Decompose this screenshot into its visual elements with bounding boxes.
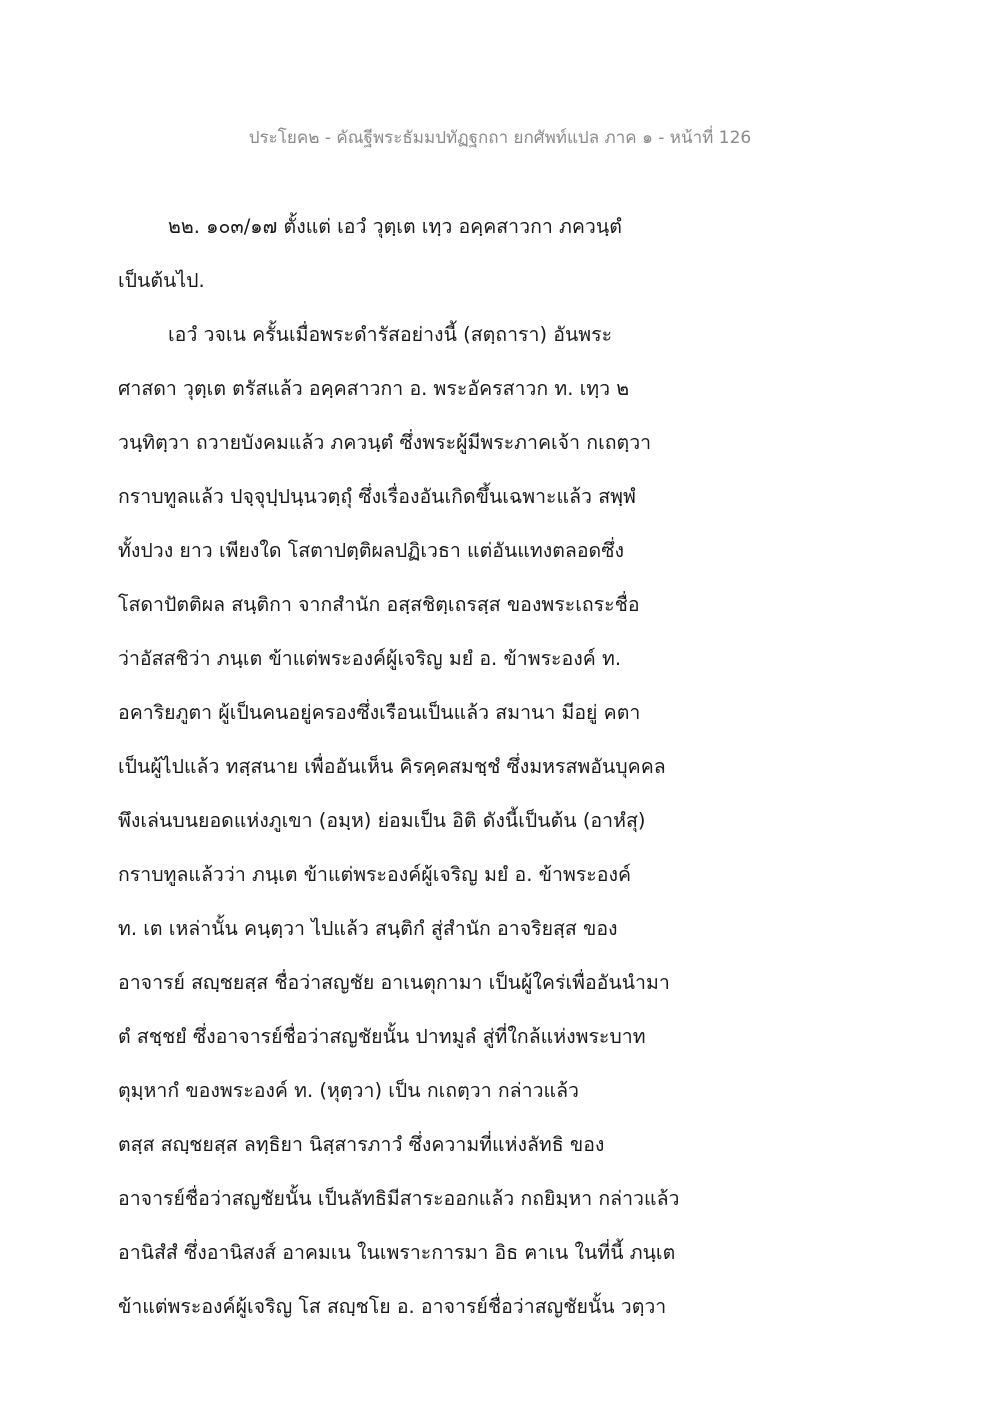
text-line: ศาสดา วุตฺเต ตรัสแล้ว อคฺคสาวกา อ. พระอัครสาวก ท. เทฺว ๒ — [118, 377, 630, 400]
text-line: ตุมฺหากํ ของพระองค์ ท. (หุตฺวา) เป็น กเถตฺวา กล่าวแล้ว — [118, 1079, 579, 1102]
text-line: อาจารย์ สญฺชยสฺส ชื่อว่าสญชัย อาเนตุกามา เป็นผู้ใคร่เพื่ออันนำมา — [118, 971, 670, 994]
text-line: เป็นผู้ไปแล้ว ทสฺสนาย เพื่ออันเห็น คิรคฺคสมชฺชํ ซึ่งมหรสพอันบุคคล — [118, 755, 666, 778]
text-line: อคาริยภูตา ผู้เป็นคนอยู่ครองซึ่งเรือนเป็นแล้ว สมานา มีอยู่ คตา — [118, 701, 641, 724]
text-line: ว่าอัสสชิว่า ภนฺเต ข้าแต่พระองค์ผู้เจริญ มยํ อ. ข้าพระองค์ ท. — [118, 647, 622, 670]
text-line: ทั้งปวง ยาว เพียงใด โสตาปตฺติผลปฏิเวธา แต่อันแทงตลอดซึ่ง — [118, 539, 624, 562]
text-line: เอวํ วจเน ครั้นเมื่อพระดำรัสอย่างนี้ (สตฺถารา) อันพระ — [168, 323, 613, 346]
text-line: อานิสํสํ ซึ่งอานิสงส์ อาคมเน ในเพราะการมา อิธ ฅาเน ในที่นี้ ภนฺเต — [118, 1241, 676, 1264]
text-line: กราบทูลแล้ว ปจฺจุปฺปนฺนวตฺถุํ ซึ่งเรื่องอันเกิดขึ้นเฉพาะแล้ว สพฺพํ — [118, 485, 636, 508]
text-line: กราบทูลแล้วว่า ภนฺเต ข้าแต่พระองค์ผู้เจริญ มยํ อ. ข้าพระองค์ — [118, 863, 632, 886]
page-header: ประโยค๒ - คัณฐีพระธัมมปทัฏฐกถา ยกศัพท์แปล ภาค ๑ - หน้าที่ 126 — [248, 128, 752, 148]
text-line: ท. เต เหล่านั้น คนฺตฺวา ไปแล้ว สนฺติกํ สู่สำนัก อาจริยสฺส ของ — [118, 917, 618, 940]
text-line: โสดาปัตติผล สนฺติกา จากสำนัก อสฺสชิตฺเถรสฺส ของพระเถระชื่อ — [118, 593, 640, 616]
text-line: ๒๒. ๑๐๓/๑๗ ตั้งแต่ เอวํ วุตฺเต เทฺว อคฺคสาวกา ภควนฺตํ — [168, 215, 622, 238]
text-line: ตํ สชฺชยํ ซึ่งอาจารย์ชื่อว่าสญชัยนั้น ปาทมูลํ สู่ที่ใกล้แห่งพระบาท — [118, 1025, 646, 1048]
text-line: ตสฺส สญฺชยสฺส ลทฺธิยา นิสฺสารภาวํ ซึ่งความที่แห่งลัทธิ ของ — [118, 1133, 605, 1156]
text-line: เป็นต้นไป. — [118, 269, 205, 292]
body-text — [118, 212, 738, 1346]
text-line: ข้าแต่พระองค์ผู้เจริญ โส สญฺชโย อ. อาจารย์ชื่อว่าสญชัยนั้น วตฺวา — [118, 1295, 667, 1318]
text-line: พึงเล่นบนยอดแห่งภูเขา (อมฺห) ย่อมเป็น อิติ ดังนี้เป็นต้น (อาหํสุ) — [118, 809, 646, 832]
text-line: อาจารย์ชื่อว่าสญชัยนั้น เป็นลัทธิมีสาระออกแล้ว กถยิมฺหา กล่าวแล้ว — [118, 1187, 680, 1210]
text-line: วนฺทิตฺวา ถวายบังคมแล้ว ภควนฺตํ ซึ่งพระผู้มีพระภาคเจ้า กเถตฺวา — [118, 431, 652, 454]
